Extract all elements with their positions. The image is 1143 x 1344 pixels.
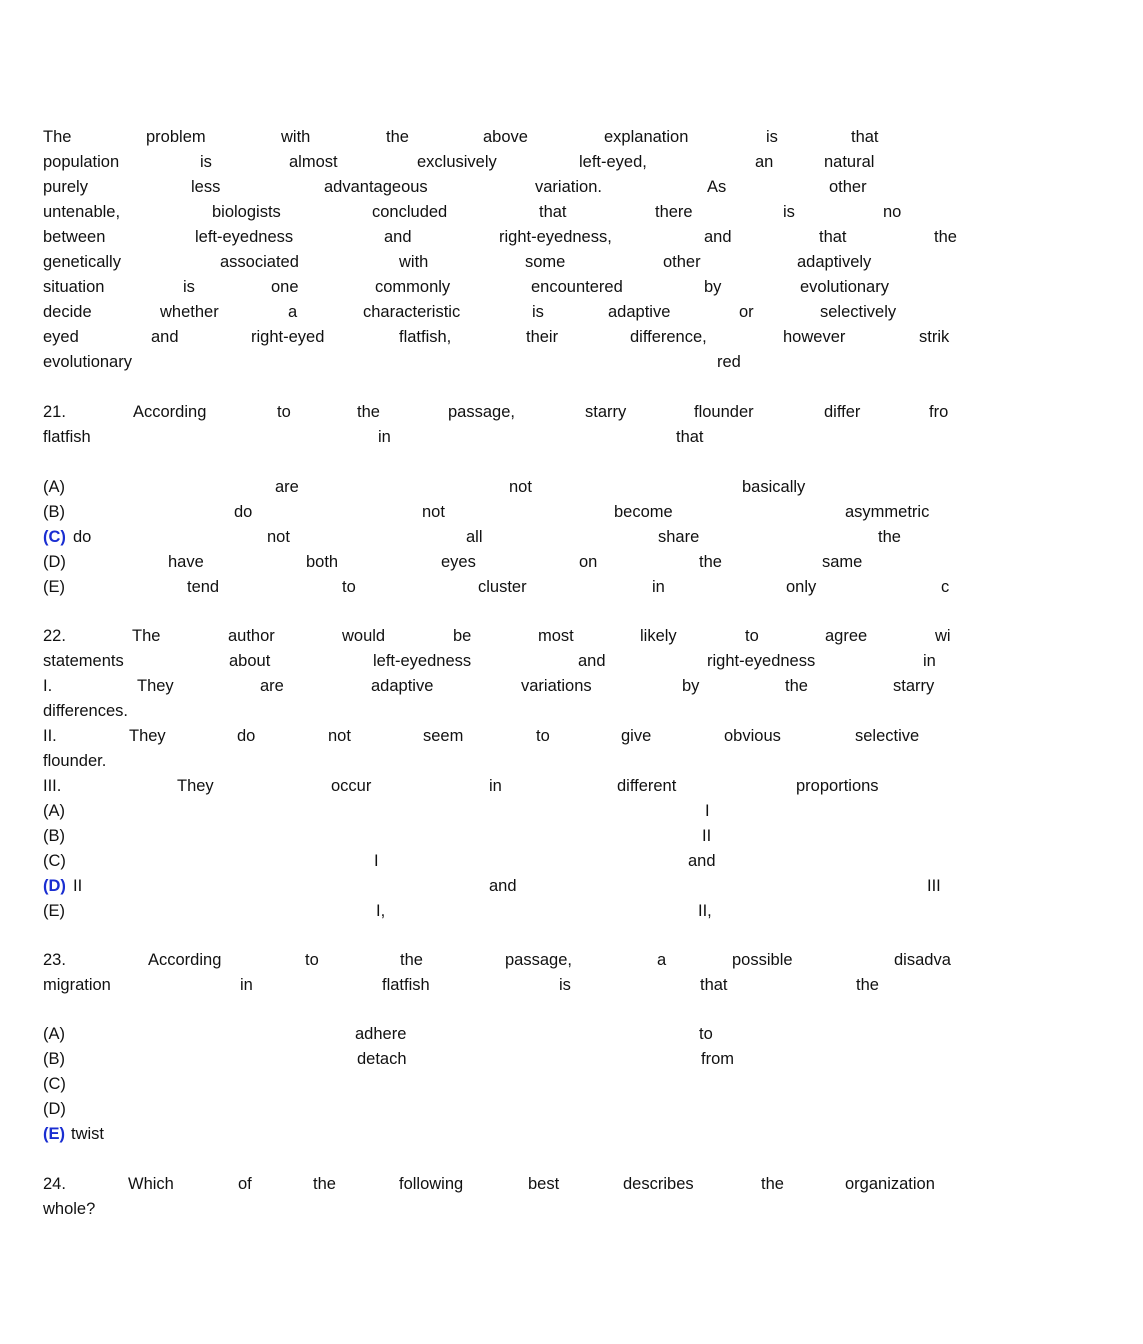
word: Which — [128, 1175, 174, 1193]
word: become — [614, 503, 673, 521]
statement-line — [43, 774, 1143, 799]
word: that — [676, 428, 704, 446]
word: of — [238, 1175, 252, 1193]
word: adaptively — [797, 253, 872, 271]
word: between — [43, 228, 106, 246]
word: untenable, — [43, 203, 121, 221]
word: the — [878, 528, 901, 546]
word: and — [704, 228, 732, 246]
word: disadva — [894, 951, 951, 969]
choice-letter: (D) — [43, 553, 66, 571]
question-stem-line — [43, 400, 1143, 425]
choice-letter-correct: (E) — [43, 1125, 65, 1143]
word: other — [829, 178, 867, 196]
word: almost — [289, 153, 338, 171]
question-stem-line — [43, 1197, 1143, 1222]
word: one — [271, 278, 299, 296]
word: not — [267, 528, 290, 546]
passage-line — [43, 225, 1143, 250]
word: flatfish — [43, 428, 91, 446]
word: evolutionary — [43, 353, 132, 371]
word: is — [783, 203, 795, 221]
choice-letter: (B) — [43, 503, 65, 521]
word: best — [528, 1175, 560, 1193]
word: that — [700, 976, 728, 994]
question-stem-line — [43, 425, 1143, 450]
word: with — [399, 253, 429, 271]
question-stem-line — [43, 649, 1143, 674]
word: right-eyedness, — [499, 228, 612, 246]
word: that — [539, 203, 567, 221]
word: not — [509, 478, 532, 496]
answer-choice[interactable] — [43, 849, 1143, 874]
word: above — [483, 128, 528, 146]
answer-choice[interactable] — [43, 1022, 1143, 1047]
word: seem — [423, 727, 464, 745]
word: migration — [43, 976, 111, 994]
choice-letter: (C) — [43, 1075, 66, 1093]
word: to — [536, 727, 550, 745]
word: are — [260, 677, 284, 695]
word: no — [883, 203, 902, 221]
word: associated — [220, 253, 299, 271]
word: biologists — [212, 203, 281, 221]
word: whole? — [43, 1200, 96, 1218]
word: decide — [43, 303, 92, 321]
word: the — [313, 1175, 336, 1193]
choice-letter: (D) — [43, 1100, 66, 1118]
word: not — [328, 727, 351, 745]
word: to — [305, 951, 319, 969]
word: most — [538, 627, 574, 645]
passage-line — [43, 150, 1143, 175]
word: II — [73, 877, 83, 895]
word: population — [43, 153, 120, 171]
word: starry — [585, 403, 627, 421]
word: I — [705, 802, 710, 820]
answer-choice[interactable] — [43, 824, 1143, 849]
word: According — [148, 951, 222, 969]
word: do — [237, 727, 256, 745]
word: a — [657, 951, 667, 969]
word: They — [129, 727, 166, 745]
word: that — [851, 128, 879, 146]
passage-line — [43, 175, 1143, 200]
word: in — [489, 777, 502, 795]
passage-line — [43, 300, 1143, 325]
word: some — [525, 253, 566, 271]
statement-line — [43, 674, 1143, 699]
word: only — [786, 578, 817, 596]
answer-choice[interactable] — [43, 799, 1143, 824]
choice-letter: (A) — [43, 802, 65, 820]
word: explanation — [604, 128, 689, 146]
word: evolutionary — [800, 278, 889, 296]
word: about — [229, 652, 271, 670]
statement-line — [43, 749, 1143, 774]
word: a — [288, 303, 298, 321]
word: eyed — [43, 328, 79, 346]
word: They — [137, 677, 174, 695]
word: from — [701, 1050, 734, 1068]
word: both — [306, 553, 339, 571]
answer-choice-selected[interactable] — [43, 525, 1143, 550]
word: not — [422, 503, 445, 521]
word: statements — [43, 652, 124, 670]
passage-line — [43, 250, 1143, 275]
word: advantageous — [324, 178, 428, 196]
word: genetically — [43, 253, 121, 271]
word: differ — [824, 403, 861, 421]
word: possible — [732, 951, 793, 969]
answer-choice[interactable] — [43, 475, 1143, 500]
word: share — [658, 528, 700, 546]
word: be — [453, 627, 472, 645]
word: organization — [845, 1175, 935, 1193]
word: and — [578, 652, 606, 670]
word: all — [466, 528, 483, 546]
statement-line — [43, 724, 1143, 749]
word: cluster — [478, 578, 527, 596]
question-number: 23. — [43, 951, 66, 969]
word: selectively — [820, 303, 897, 321]
choice-letter: (B) — [43, 1050, 65, 1068]
choice-letter: (A) — [43, 1025, 65, 1043]
passage-line — [43, 275, 1143, 300]
word: describes — [623, 1175, 694, 1193]
answer-choice[interactable] — [43, 500, 1143, 525]
word: characteristic — [363, 303, 461, 321]
word: strik — [919, 328, 950, 346]
word: agree — [825, 627, 868, 645]
choice-letter: (E) — [43, 902, 65, 920]
word: however — [783, 328, 846, 346]
question-stem-line — [43, 973, 1143, 998]
word: asymmetric — [845, 503, 930, 521]
choice-letter: (A) — [43, 478, 65, 496]
question-stem-line — [43, 1172, 1143, 1197]
answer-choice[interactable] — [43, 1047, 1143, 1072]
question-number: 24. — [43, 1175, 66, 1193]
word: whether — [160, 303, 219, 321]
word: III — [927, 877, 941, 895]
word: adaptive — [608, 303, 671, 321]
word: the — [934, 228, 957, 246]
word: c — [941, 578, 950, 596]
word: their — [526, 328, 559, 346]
word: is — [183, 278, 195, 296]
word: other — [663, 253, 701, 271]
word: author — [228, 627, 275, 645]
word: do — [73, 528, 92, 546]
answer-choice[interactable] — [43, 899, 1143, 924]
answer-choice[interactable] — [43, 1097, 1143, 1122]
word: flatfish — [382, 976, 430, 994]
word: the — [699, 553, 722, 571]
word: by — [682, 677, 700, 695]
passage-line — [43, 350, 1143, 375]
word: differences. — [43, 702, 128, 720]
word: flatfish, — [399, 328, 452, 346]
choice-letter: (C) — [43, 852, 66, 870]
word: II, — [698, 902, 712, 920]
answer-choice-selected[interactable] — [43, 1122, 1143, 1147]
word: to — [745, 627, 759, 645]
statement-line — [43, 699, 1143, 724]
word: by — [704, 278, 722, 296]
word: right-eyed — [251, 328, 325, 346]
word: flounder. — [43, 752, 107, 770]
word: eyes — [441, 553, 476, 571]
word: exclusively — [417, 153, 497, 171]
word: give — [621, 727, 652, 745]
word: As — [707, 178, 727, 196]
word: to — [699, 1025, 713, 1043]
word: have — [168, 553, 204, 571]
word: detach — [357, 1050, 407, 1068]
roman-numeral: I. — [43, 677, 53, 695]
word: adhere — [355, 1025, 407, 1043]
answer-choice[interactable] — [43, 575, 1143, 600]
word: variation. — [535, 178, 602, 196]
word: basically — [742, 478, 806, 496]
word: right-eyedness — [707, 652, 816, 670]
question-number: 22. — [43, 627, 66, 645]
answer-choice-selected[interactable] — [43, 874, 1143, 899]
word: and — [151, 328, 179, 346]
passage-line — [43, 125, 1143, 150]
word: and — [688, 852, 716, 870]
word: flounder — [694, 403, 754, 421]
answer-choice[interactable] — [43, 1072, 1143, 1097]
word: natural — [824, 153, 875, 171]
passage-line — [43, 200, 1143, 225]
word: same — [822, 553, 863, 571]
word: left-eyed, — [579, 153, 647, 171]
word: passage, — [505, 951, 572, 969]
word: twist — [71, 1125, 104, 1143]
choice-letter-correct: (D) — [43, 877, 66, 895]
choice-letter: (B) — [43, 827, 65, 845]
word: and — [384, 228, 412, 246]
word: different — [617, 777, 677, 795]
word: an — [755, 153, 774, 171]
question-stem-line — [43, 948, 1143, 973]
word: is — [200, 153, 212, 171]
word: or — [739, 303, 754, 321]
word: II — [702, 827, 712, 845]
word: fro — [929, 403, 949, 421]
word: is — [766, 128, 778, 146]
word: the — [761, 1175, 784, 1193]
word: the — [357, 403, 380, 421]
word: is — [559, 976, 571, 994]
word: situation — [43, 278, 105, 296]
word: starry — [893, 677, 935, 695]
word: to — [277, 403, 291, 421]
word: in — [652, 578, 665, 596]
word: passage, — [448, 403, 515, 421]
word: to — [342, 578, 356, 596]
word: They — [177, 777, 214, 795]
word: The — [132, 627, 161, 645]
word: the — [400, 951, 423, 969]
word: that — [819, 228, 847, 246]
roman-numeral: III. — [43, 777, 62, 795]
word: in — [923, 652, 936, 670]
word: red — [717, 353, 741, 371]
answer-choice[interactable] — [43, 550, 1143, 575]
question-stem-line — [43, 624, 1143, 649]
word: I, — [376, 902, 386, 920]
word: would — [342, 627, 386, 645]
word: likely — [640, 627, 677, 645]
word: occur — [331, 777, 372, 795]
word: are — [275, 478, 299, 496]
word: and — [489, 877, 517, 895]
word: the — [386, 128, 409, 146]
roman-numeral: II. — [43, 727, 57, 745]
word: the — [785, 677, 808, 695]
passage-line — [43, 325, 1143, 350]
word: obvious — [724, 727, 781, 745]
word: The — [43, 128, 72, 146]
word: on — [579, 553, 598, 571]
word: in — [378, 428, 391, 446]
word: purely — [43, 178, 88, 196]
word: difference, — [630, 328, 707, 346]
word: less — [191, 178, 221, 196]
word: concluded — [372, 203, 448, 221]
word: variations — [521, 677, 592, 695]
word: in — [240, 976, 253, 994]
word: do — [234, 503, 253, 521]
word: following — [399, 1175, 464, 1193]
word: the — [856, 976, 879, 994]
word: I — [374, 852, 379, 870]
word: is — [532, 303, 544, 321]
word: encountered — [531, 278, 623, 296]
word: left-eyedness — [195, 228, 294, 246]
word: with — [281, 128, 311, 146]
word: According — [133, 403, 207, 421]
word: adaptive — [371, 677, 434, 695]
word: wi — [935, 627, 951, 645]
word: problem — [146, 128, 206, 146]
word: commonly — [375, 278, 451, 296]
word: there — [655, 203, 693, 221]
choice-letter-correct: (C) — [43, 528, 66, 546]
word: proportions — [796, 777, 879, 795]
word: tend — [187, 578, 220, 596]
question-number: 21. — [43, 403, 66, 421]
word: left-eyedness — [373, 652, 472, 670]
word: selective — [855, 727, 920, 745]
choice-letter: (E) — [43, 578, 65, 596]
